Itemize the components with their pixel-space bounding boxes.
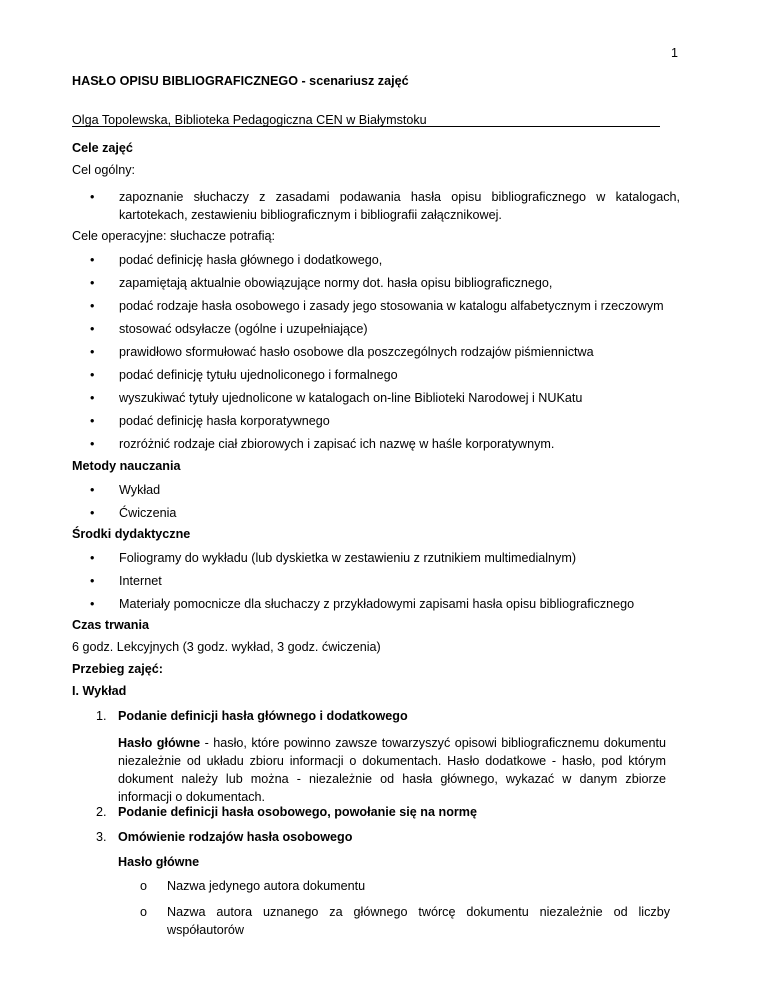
definition-text: - hasło, które powinno zawsze towarzyszyć opisowi bibliograficznemu dokumentu niezależnie od układu zbioru informacji o dokumentach. Hasło dodatkowe - hasło, pod którym dokument należy lub można - niezależnie od hasła głównego, wykazać w danym zbiorze informacji o dokumentach. [118, 736, 667, 804]
list-item: • Materiały pomocnicze dla słuchaczy z przykładowymi zapisami hasła opisu bibliograficznego [90, 597, 634, 611]
step-number: 3. [96, 830, 107, 844]
definition-term: Hasło główne [118, 736, 201, 750]
author-line: Olga Topolewska, Biblioteka Pedagogiczna CEN w Białymstoku [72, 113, 427, 127]
list-item: • zapoznanie słuchaczy z zasadami podawania hasła opisu bibliograficznego w katalogach, kartotekach, zestawieniu bibliograficznym i bibliografii załącznikowej. [90, 188, 680, 224]
list-item: • Wykład [90, 483, 160, 497]
page-number: 1 [670, 46, 678, 60]
list-item: • Internet [90, 574, 162, 588]
goals-heading: Cele zajęć [72, 141, 133, 155]
course-heading: Przebieg zajęć: [72, 662, 163, 676]
duration-text: 6 godz. Lekcyjnych (3 godz. wykład, 3 godz. ćwiczenia) [72, 640, 381, 654]
list-item: • Ćwiczenia [90, 506, 176, 520]
general-goal-label: Cel ogólny: [72, 163, 136, 177]
step-title: Podanie definicji hasła osobowego, powołanie się na normę [118, 805, 477, 819]
main-heading-subtitle: Hasło główne [118, 855, 200, 869]
operational-goals-label: Cele operacyjne: słuchacze potrafią: [72, 229, 276, 243]
list-item: • stosować odsyłacze (ogólne i uzupełniające) [90, 322, 368, 336]
list-item: • podać definicję hasła korporatywnego [90, 414, 330, 428]
lecture-heading: I. Wykład [72, 684, 127, 698]
aids-heading: Środki dydaktyczne [72, 527, 191, 541]
step-number: 1. [96, 709, 107, 723]
methods-heading: Metody nauczania [72, 459, 181, 473]
list-item: • rozróżnić rodzaje ciał zbiorowych i zapisać ich nazwę w haśle korporatywnym. [90, 437, 554, 451]
list-item: • zapamiętają aktualnie obowiązujące normy dot. hasła opisu bibliograficznego, [90, 276, 552, 290]
list-item: • prawidłowo sformułować hasło osobowe dla poszczególnych rodzajów piśmiennictwa [90, 345, 594, 359]
list-item: o Nazwa jedynego autora dokumentu [140, 879, 365, 893]
step-title: Podanie definicji hasła głównego i dodatkowego [118, 709, 408, 723]
list-item: • podać definicję tytułu ujednoliconego i formalnego [90, 368, 398, 382]
list-item: • Foliogramy do wykładu (lub dyskietka w zestawieniu z rzutnikiem multimedialnym) [90, 551, 576, 565]
list-item: • podać rodzaje hasła osobowego i zasady jego stosowania w katalogu alfabetycznym i rzeczowym [90, 299, 664, 313]
duration-heading: Czas trwania [72, 618, 149, 632]
step-number: 2. [96, 805, 107, 819]
list-item: o Nazwa autora uznanego za głównego twórcę dokumentu niezależnie od liczby współautorów [140, 903, 670, 939]
general-goal-list [90, 188, 680, 224]
list-item: • podać definicję hasła głównego i dodatkowego, [90, 253, 382, 267]
title-underline [72, 126, 660, 127]
step-title: Omówienie rodzajów hasła osobowego [118, 830, 353, 844]
definition-paragraph [118, 734, 666, 806]
list-item: • wyszukiwać tytuły ujednolicone w katalogach on-line Biblioteki Narodowej i NUKatu [90, 391, 582, 405]
document-title: HASŁO OPISU BIBLIOGRAFICZNEGO - scenariusz zajęć [72, 74, 409, 88]
